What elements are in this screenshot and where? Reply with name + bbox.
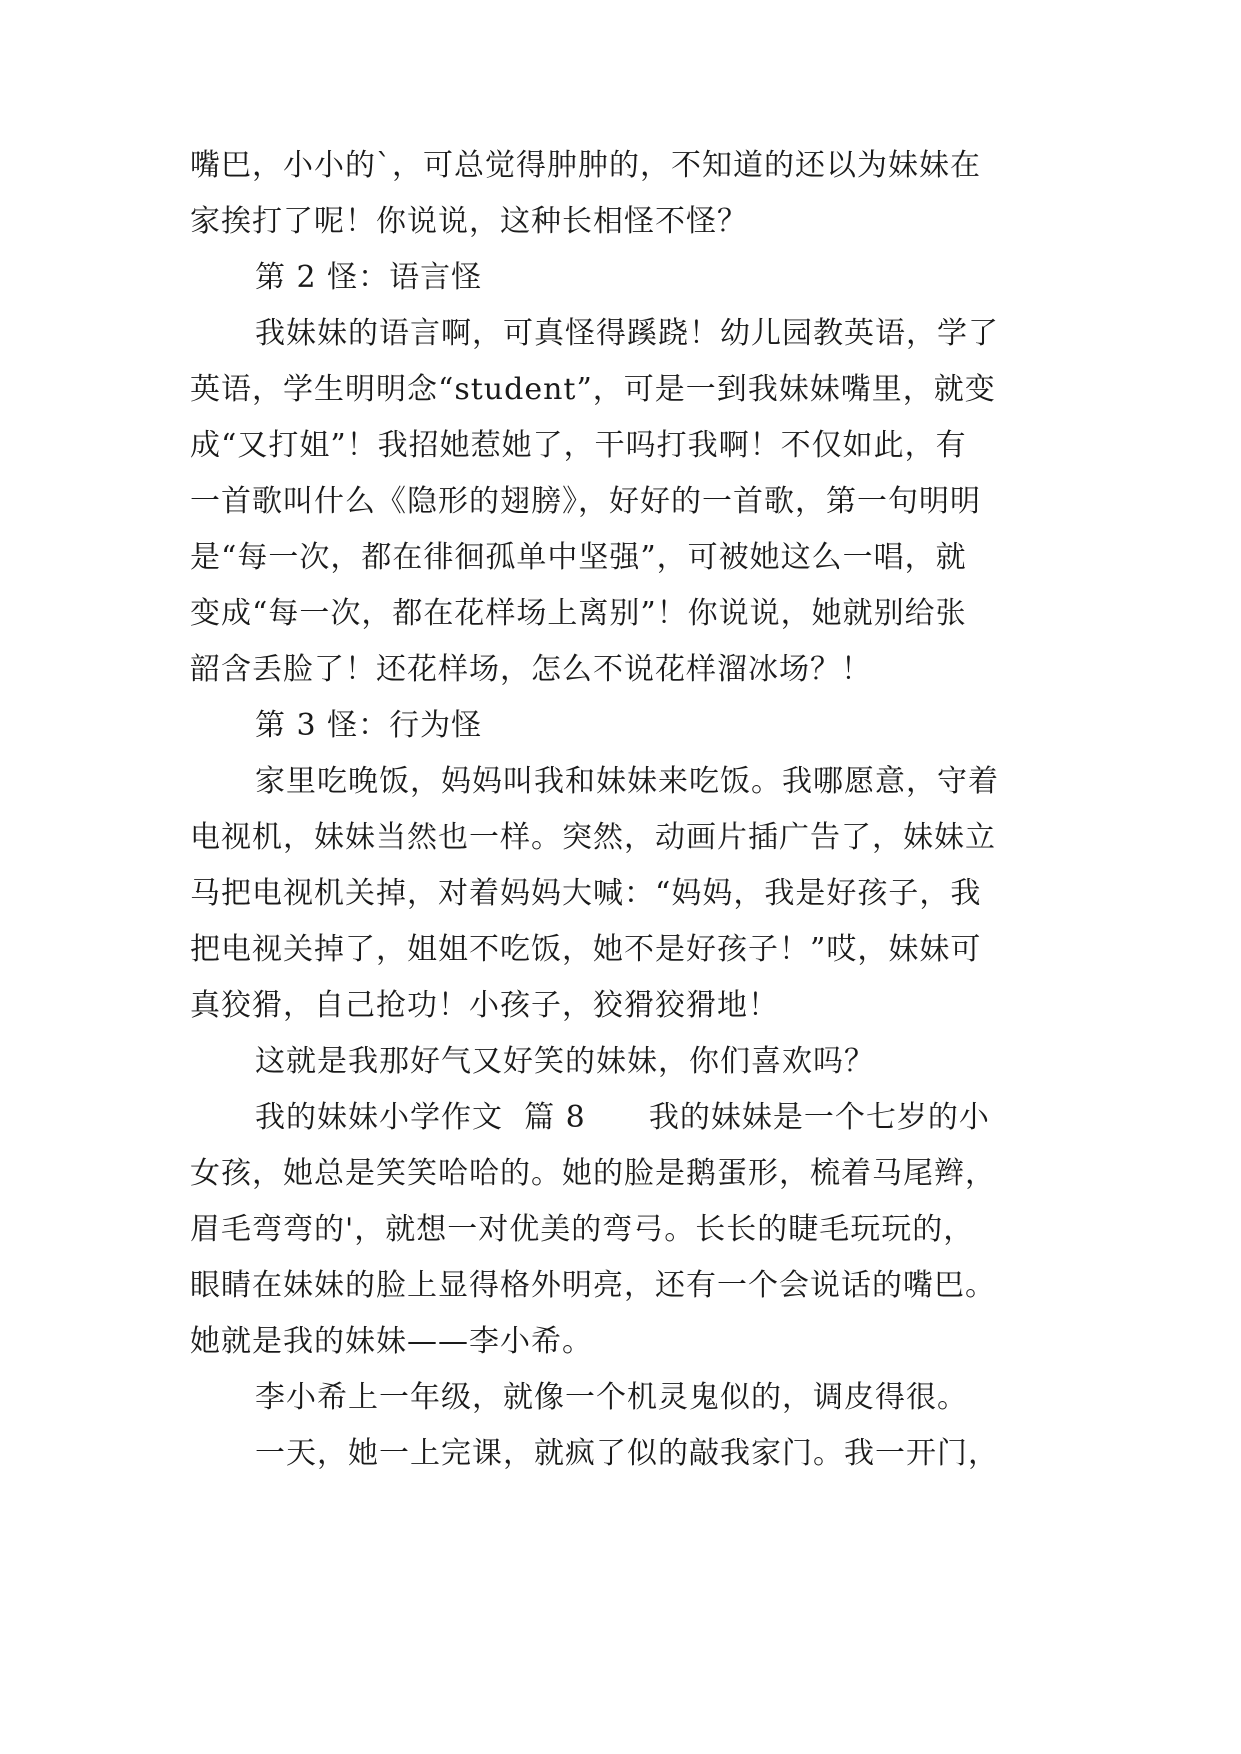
text-line: 把电视关掉了，姐姐不吃饭，她不是好孩子！”哎，妹妹可 [190, 932, 982, 967]
text-line: 这就是我那好气又好笑的妹妹，你们喜欢吗？ [255, 1044, 875, 1079]
text-line: 嘴巴，小小的`，可总觉得肿肿的，不知道的还以为妹妹在 [190, 148, 981, 183]
text-line: 韶含丢脸了！还花样场，怎么不说花样溜冰场？！ [190, 652, 872, 687]
text-line: 家挨打了呢！你说说，这种长相怪不怪？ [190, 204, 748, 239]
text-line: 女孩，她总是笑笑哈哈的。她的脸是鹅蛋形，梳着马尾辫， [190, 1156, 996, 1191]
text-line: 变成“每一次，都在花样场上离别”！你说说，她就别给张 [190, 596, 967, 631]
essay-title-line: 我的妹妹小学作文 篇 8 我的妹妹是一个七岁的小 [255, 1100, 990, 1135]
text-line: 一天，她一上完课，就疯了似的敲我家门。我一开门， [255, 1436, 999, 1471]
text-line: 我妹妹的语言啊，可真怪得蹊跷！幼儿园教英语，学了 [255, 316, 999, 351]
text-line: 马把电视机关掉，对着妈妈大喊：“妈妈，我是好孩子，我 [190, 876, 982, 911]
text-line: 眉毛弯弯的'，就想一对优美的弯弓。长长的睫毛玩玩的， [190, 1212, 975, 1247]
section-heading: 第 3 怪：行为怪 [255, 708, 483, 743]
section-heading: 第 2 怪：语言怪 [255, 260, 483, 295]
text-line: 眼睛在妹妹的脸上显得格外明亮，还有一个会说话的嘴巴。 [190, 1268, 996, 1303]
text-line: 李小希上一年级，就像一个机灵鬼似的，调皮得很。 [255, 1380, 968, 1415]
text-line: 真狡猾，自己抢功！小孩子，狡猾狡猾地！ [190, 988, 779, 1023]
text-line: 电视机，妹妹当然也一样。突然，动画片插广告了，妹妹立 [190, 820, 996, 855]
text-line: 成“又打姐”！我招她惹她了，干吗打我啊！不仅如此，有 [190, 428, 967, 463]
text-line: 一首歌叫什么《隐形的翅膀》，好好的一首歌，第一句明明 [190, 484, 981, 519]
text-line: 她就是我的妹妹——李小希。 [190, 1324, 593, 1359]
text-line: 是“每一次，都在徘徊孤单中坚强”，可被她这么一唱，就 [190, 540, 967, 575]
text-line: 家里吃晚饭，妈妈叫我和妹妹来吃饭。我哪愿意，守着 [255, 764, 999, 799]
text-line: 英语，学生明明念“student”，可是一到我妹妹嘴里，就变 [190, 372, 996, 407]
